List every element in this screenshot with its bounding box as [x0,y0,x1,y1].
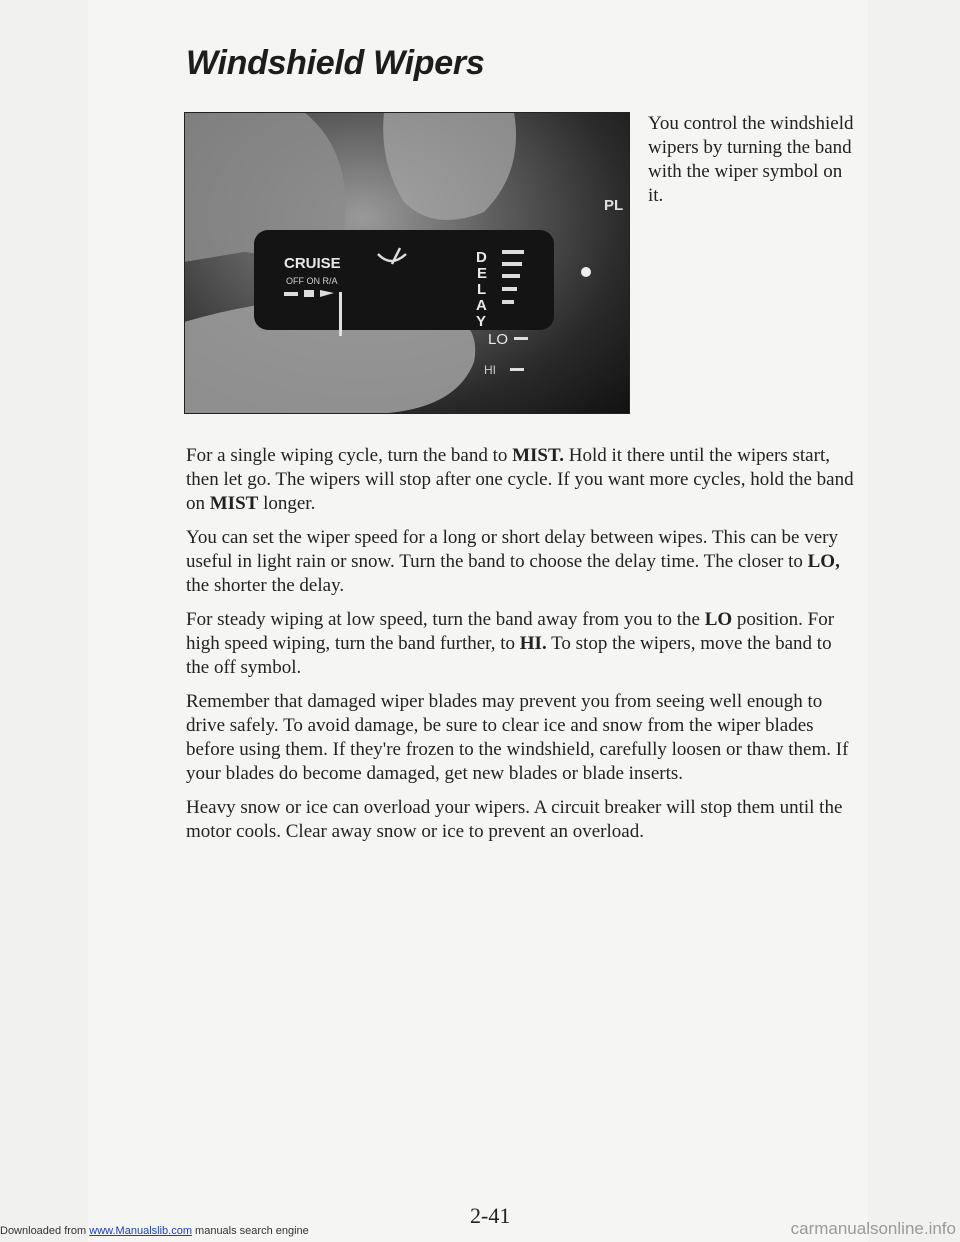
bold-term: MIST. [512,445,565,466]
cruise-mark [304,290,314,297]
body-paragraph [186,526,856,598]
lo-mark [514,337,528,340]
body-paragraph [186,608,856,680]
edge-label: PL [604,197,624,214]
cruise-mark [284,292,298,296]
delay-bar [502,274,520,278]
text-run: For steady wiping at low speed, turn the band away from you to the [186,609,705,630]
finger-shape [383,112,516,220]
lo-label: LO [488,331,509,348]
footer-suffix: manuals search engine [191,1225,309,1237]
manualslib-link[interactable]: www.Manualslib.com [89,1225,192,1237]
page-number: 2-41 [470,1203,511,1228]
delay-letter: E [477,265,488,282]
text-run: Remember that damaged wiper blades may prevent you from seeing well enough to drive safely. To avoid damage, be sure to clear ice and snow from the wiper blades before using them. If they're frozen to the windshield, carefully loosen or thaw them. If your blades do become damaged, get new blades or blade inserts. [186,691,849,784]
text-run: longer. [258,493,316,514]
delay-bar [502,262,522,266]
delay-letter: A [476,297,487,314]
watermark-text: carmanualsonline.info [790,1219,956,1238]
delay-letter: Y [476,313,487,330]
delay-letter: D [476,249,487,266]
text-run: To stop the wipers, move the band to the off symbol. [186,633,832,678]
bold-term: MIST [209,493,259,514]
text-run: Hold it there until the wipers start, then let go. The wipers will stop after one cycle. If you want more cycles, hold the band on [186,445,854,514]
cruise-modes-label: OFF ON R/A [286,276,338,286]
text-run: Heavy snow or ice can overload your wipers. A circuit breaker will stop them until the motor cools. Clear away snow or ice to prevent an overload. [186,797,843,842]
bold-term: LO, [807,551,840,572]
footer-prefix: Downloaded from [0,1225,90,1237]
delay-bar [502,287,517,291]
bold-term: HI. [519,633,547,654]
cruise-label: CRUISE [284,255,341,272]
body-paragraph [186,444,856,516]
wiper-control-photo [184,112,630,414]
bold-term: LO [704,609,733,630]
hi-label: HI [484,363,496,377]
text-run: the shorter the delay. [186,575,345,596]
delay-bar [502,300,514,304]
download-footer [0,1225,309,1237]
hi-mark [510,368,524,371]
text-run: For a single wiping cycle, turn the band to [186,445,513,466]
body-paragraph [186,690,856,786]
body-text [186,444,856,854]
delay-letter: L [477,281,487,298]
delay-bar [502,250,524,254]
mist-dot-icon [581,267,591,277]
wiper-stalk-illustration [184,112,630,414]
body-paragraph [186,796,856,844]
text-run: You can set the wiper speed for a long or short delay between wipes. This can be very useful in light rain or snow. Turn the band to choose the delay time. The closer to [186,527,838,572]
intro-side-text: You control the windshield wipers by turning the band with the wiper symbol on it. [648,113,854,206]
text-run: position. For high speed wiping, turn the band further, to [186,609,835,654]
page-title: Windshield Wipers [186,44,485,82]
indicator-line [339,292,342,336]
